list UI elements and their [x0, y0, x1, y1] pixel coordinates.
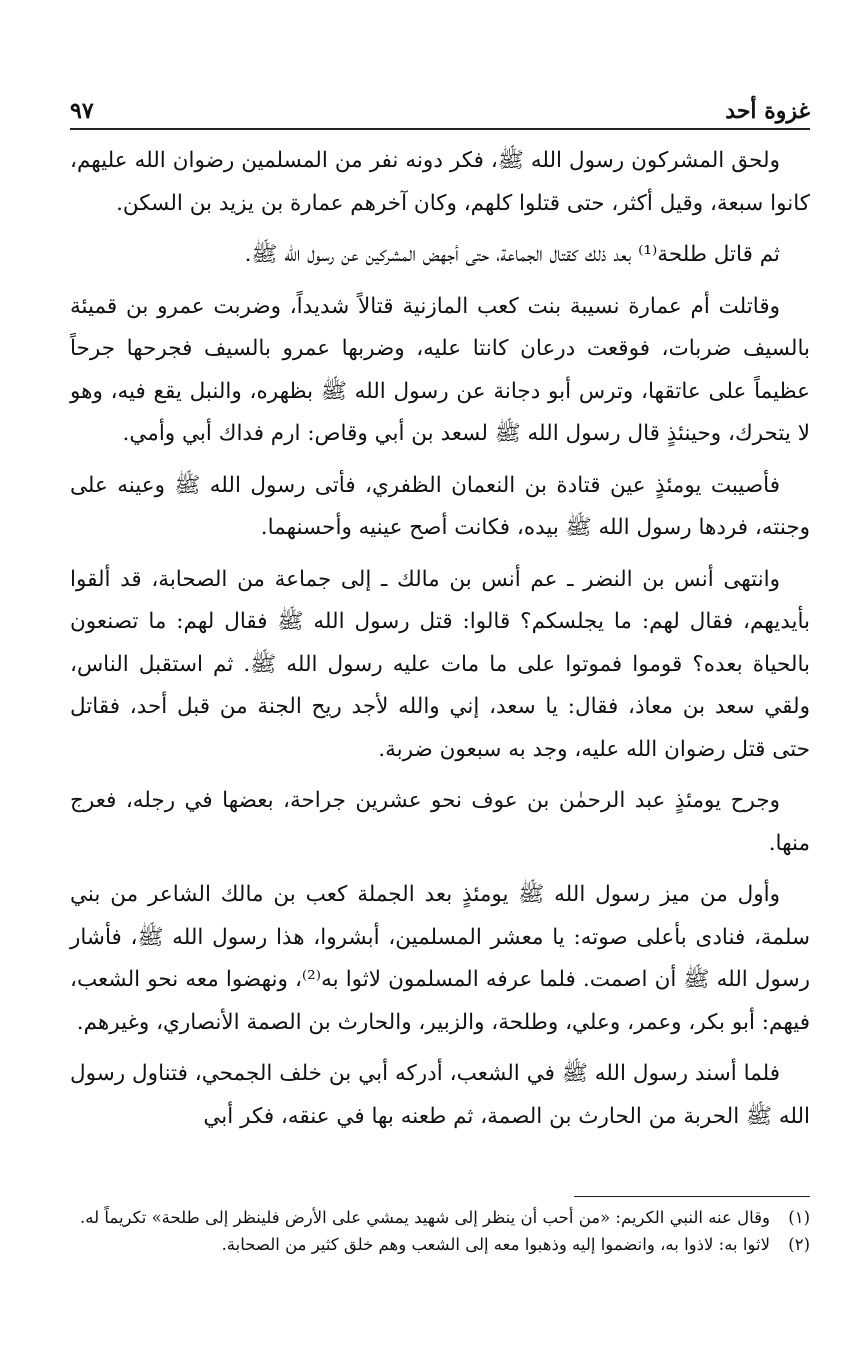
- paragraph: وانتهى أنس بن النضر ـ عم أنس بن مالك ـ إلى جماعة من الصحابة، قد ألقوا بأيديهم، فقال لهم: ما يجلسكم؟ قالوا: قتل رسول الله ﷺ فقال لهم: ما تصنعون بالحياة بعده؟ قوموا فموتوا على ما مات عليه رسول الله ﷺ. ثم استقبل الناس، ولقي سعد بن معاذ، فقال: يا سعد، إني والله لأجد ريح الجنة من قبل أحد، فقاتل حتى قتل رضوان الله عليه، وجد به سبعون ضربة.: [70, 566, 810, 762]
- page-number: ٩٧: [70, 98, 94, 124]
- footnote-2: [70, 1231, 810, 1258]
- chapter-title: غزوة أحد: [725, 98, 810, 124]
- footnote-text: وقال عنه النبي الكريم: «من أحب أن ينظر إلى شهيد يمشي على الأرض فلينظر إلى طلحة» تكريماً له.: [80, 1208, 770, 1227]
- paragraph: فأصيبت يومئذٍ عين قتادة بن النعمان الظفري، فأتى رسول الله ﷺ وعينه على وجنته، فردها رسول الله ﷺ بيده، فكانت أصح عينيه وأحسنهما.: [70, 472, 810, 540]
- paragraph: ثم قاتل طلحة⁽¹⁾ بعد ذلك كقتال الجماعة، حتى أجهض المشركين عن رسول الله ﷺ.: [244, 242, 780, 267]
- footnote-divider: [574, 1196, 810, 1197]
- paragraph: فلما أسند رسول الله ﷺ في الشعب، أدركه أبي بن خلف الجمحي، فتناول رسول الله ﷺ الحربة من الحارث بن الصمة، ثم طعنه بها في عنقه، فكر أبي: [70, 1061, 810, 1129]
- paragraph: وجرح يومئذٍ عبد الرحمٰن بن عوف نحو عشرين جراحة، بعضها في رجله، فعرج منها.: [70, 788, 810, 856]
- footnote-text: لاثوا به: لاذوا به، وانضموا إليه وذهبوا معه إلى الشعب وهم خلق كثير من الصحابة.: [221, 1235, 770, 1254]
- running-head: [70, 86, 810, 130]
- body-text: [70, 140, 810, 1147]
- footnote-marker: (١): [788, 1208, 810, 1227]
- paragraph: وأول من ميز رسول الله ﷺ يومئذٍ بعد الجملة كعب بن مالك الشاعر من بني سلمة، فنادى بأعلى صوته: يا معشر المسلمين، أبشروا، هذا رسول الله ﷺ، فأشار رسول الله ﷺ أن اصمت. فلما عرفه المسلمون لاثوا به⁽²⁾، ونهضوا معه نحو الشعب، فيهم: أبو بكر، وعمر، وعلي، وطلحة، والزبير، والحارث بن الصمة الأنصاري، وغيرهم.: [70, 882, 810, 1035]
- footnote-1: [70, 1204, 810, 1231]
- footnote-marker: (٢): [788, 1235, 810, 1254]
- paragraph: وقاتلت أم عمارة نسيبة بنت كعب المازنية قتالاً شديداً، وضربت عمرو بن قميئة بالسيف ضربات، فوقعت درعان كانتا عليه، وضربها عمرو بالسيف فجرحها جرحاً عظيماً على عاتقها، وترس أبو دجانة عن رسول الله ﷺ بظهره، والنبل يقع فيه، وهو لا يتحرك، وحينئذٍ قال رسول الله ﷺ لسعد بن أبي وقاص: ارم فداك أبي وأمي.: [70, 293, 810, 446]
- paragraph: ولحق المشركون رسول الله ﷺ، فكر دونه نفر من المسلمين رضوان الله عليهم، كانوا سبعة، وقيل أكثر، حتى قتلوا كلهم، وكان آخرهم عمارة بن يزيد بن السكن.: [70, 148, 810, 216]
- footnotes: [70, 1204, 810, 1258]
